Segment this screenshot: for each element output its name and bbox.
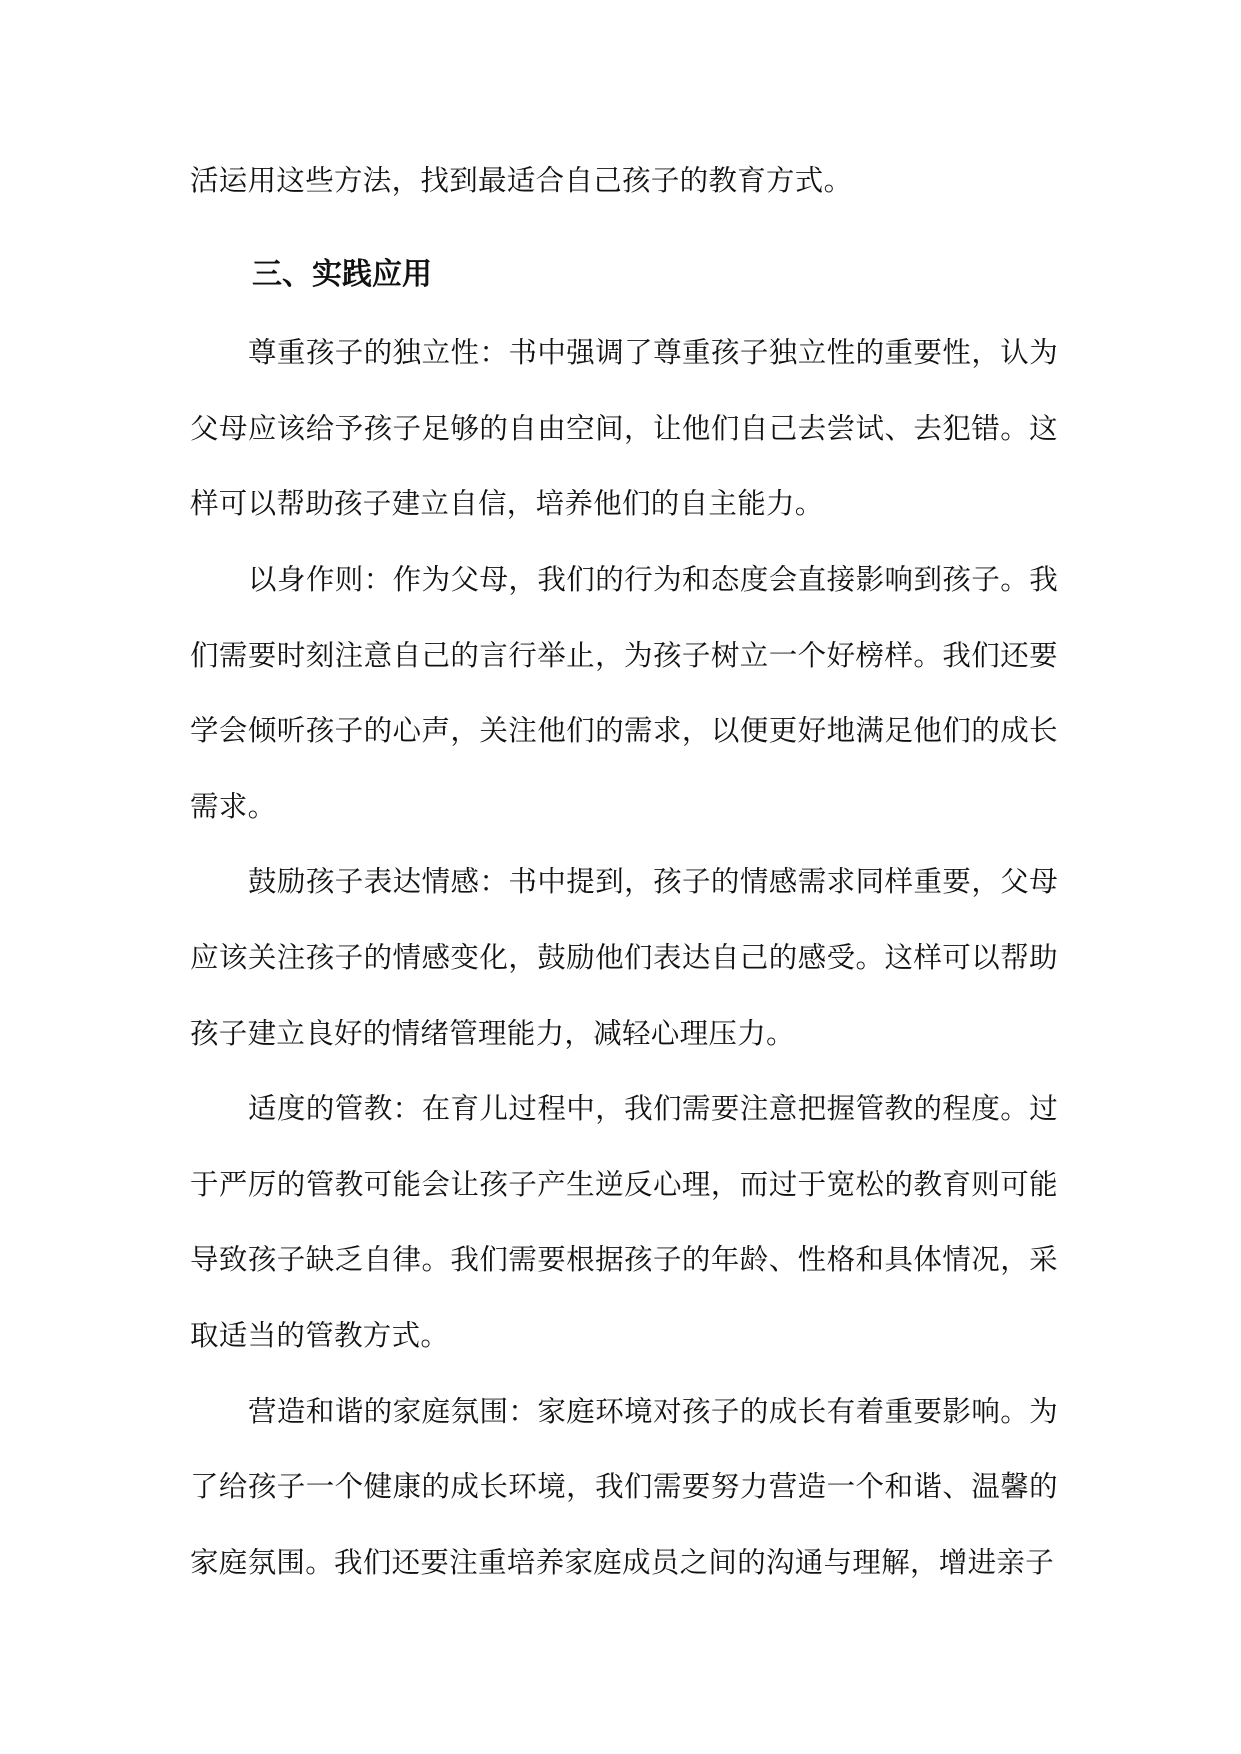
section-heading: 三、实践应用 <box>252 256 432 292</box>
paragraph-respect-independence: 尊重孩子的独立性：书中强调了尊重孩子独立性的重要性，认为父母应该给予孩子足够的自由空间，让他们自己去尝试、去犯错。这样可以帮助孩子建立自信，培养他们的自主能力。 <box>190 336 1058 521</box>
document-body <box>190 143 1058 1600</box>
paragraph-encourage-emotions: 鼓励孩子表达情感：书中提到，孩子的情感需求同样重要，父母应该关注孩子的情感变化，鼓励他们表达自己的感受。这样可以帮助孩子建立良好的情绪管理能力，减轻心理压力。 <box>190 865 1058 1050</box>
continuation-paragraph: 活运用这些方法，找到最适合自己孩子的教育方式。 <box>190 164 853 197</box>
paragraph-moderate-discipline: 适度的管教：在育儿过程中，我们需要注意把握管教的程度。过于严厉的管教可能会让孩子产生逆反心理，而过于宽松的教育则可能导致孩子缺乏自律。我们需要根据孩子的年龄、性格和具体情况，采取适当的管教方式。 <box>190 1092 1058 1352</box>
paragraph-harmonious-family: 营造和谐的家庭氛围：家庭环境对孩子的成长有着重要影响。为了给孩子一个健康的成长环境，我们需要努力营造一个和谐、温馨的家庭氛围。我们还要注重培养家庭成员之间的沟通与理解，增进亲子 <box>190 1394 1058 1579</box>
paragraph-lead-by-example: 以身作则：作为父母，我们的行为和态度会直接影响到孩子。我们需要时刻注意自己的言行举止，为孩子树立一个好榜样。我们还要学会倾听孩子的心声，关注他们的需求，以便更好地满足他们的成长需求。 <box>190 562 1058 823</box>
